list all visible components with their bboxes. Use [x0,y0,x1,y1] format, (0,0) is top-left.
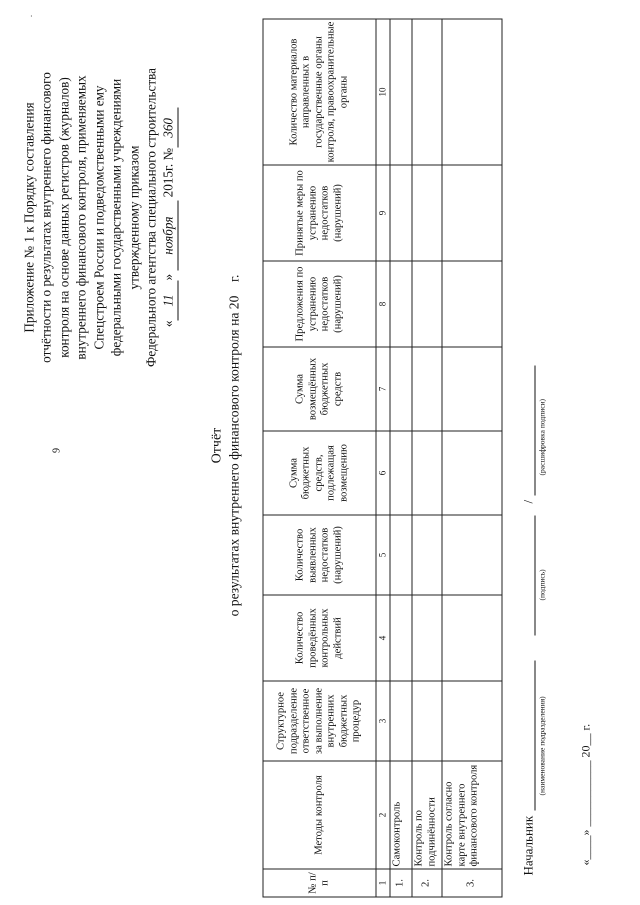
empty-cell [390,347,412,431]
table-row [412,19,442,897]
empty-cell [412,165,442,261]
row-number: 2. [412,869,442,897]
method-cell: Контроль по подчинённости [412,761,442,869]
empty-cell [390,165,412,261]
order-year: 2015г. № [160,147,176,197]
appendix-block [20,37,178,397]
chief-label: Начальник [520,815,535,875]
empty-cell [412,595,442,681]
empty-cell [412,431,442,515]
signature-line [533,515,535,635]
empty-cell [442,261,502,347]
appendix-line: Федерального агентства специального строительства [142,67,158,367]
empty-cell [442,19,502,165]
method-cell: Самоконтроль [390,761,412,869]
header-cell: Количество выявленных недостатков (нарушений) [263,515,376,595]
column-number: 4 [376,595,390,681]
slash-mark: / [520,499,535,503]
order-number: 360 [159,107,177,147]
appendix-line: внутреннего финансового контроля, применяемых [73,74,89,360]
dept-caption: (наименование подразделения) [537,695,546,795]
signature-caption: (подпись) [537,568,546,600]
empty-cell [390,261,412,347]
appendix-line: утвержденному приказом [125,145,141,289]
empty-cell [412,261,442,347]
column-number: 7 [376,347,390,431]
row-number: 1. [390,869,412,897]
appendix-line: федеральными государственными учреждениями [108,78,124,356]
order-quote-close: » [160,273,176,281]
method-cell: Контроль согласно карте внутреннего финансового контроля [442,761,502,869]
report-table [262,18,502,897]
column-number: 9 [376,165,390,261]
empty-cell [412,681,442,761]
header-cell: Сумма бюджетных средств, подлежащая возмещению [263,431,376,515]
margin-mark: · [26,14,36,17]
header-cell: Методы контроля [263,761,376,869]
empty-cell [412,515,442,595]
empty-cell [442,515,502,595]
empty-cell [390,431,412,515]
column-number: 8 [376,261,390,347]
dept-line [533,660,535,810]
empty-cell [390,515,412,595]
order-day: 11 [159,280,177,320]
column-number: 1 [376,869,390,897]
empty-cell [390,681,412,761]
column-number: 10 [376,19,390,165]
header-cell: Количество материалов направленных в государственные органы контроля, правоохранительные органы [263,19,376,165]
empty-cell [442,431,502,515]
empty-cell [442,681,502,761]
appendix-line: отчётности о результатах внутреннего финансового [38,71,54,363]
header-cell: Предложения по устранению недостатков (нарушений) [263,261,376,347]
page-number: 9 [51,447,62,453]
empty-cell [412,19,442,165]
report-table-wrapper [262,19,502,897]
table-row [390,19,412,897]
column-number: 5 [376,515,390,595]
header-cell: Принятые меры по устранению недостатков (нарушений) [263,165,376,261]
decode-caption: (расшифровка подписи) [537,398,546,475]
header-cell: № п/п [263,869,376,897]
decode-line [533,365,535,495]
report-heading [208,235,242,655]
column-number: 6 [376,431,390,515]
report-subtitle: о результатах внутреннего финансового контроля на 20 г. [225,274,241,616]
empty-cell [390,595,412,681]
row-number: 3. [442,869,502,897]
appendix-line: контроля на основе данных регистров (журналов) [55,76,71,358]
column-number: 2 [376,761,390,869]
empty-cell [442,165,502,261]
empty-cell [412,347,442,431]
appendix-line: Спецстроем России и подведомственными ему [90,84,106,350]
header-cell: Сумма возмещённых бюджетных средств [263,347,376,431]
header-cell: Количество проведённых контрольных действий [263,595,376,681]
empty-cell [390,19,412,165]
header-cell: Структурное подразделение ответственное за выполнение внутренних бюджетных процедур [263,681,376,761]
header-row [263,19,376,897]
column-number-row [376,19,390,897]
order-month: ноября [159,200,177,270]
report-title: Отчёт [209,427,224,463]
date-line: «____» ___________ 20__ г. [578,723,592,865]
order-quote-open: « [160,320,176,327]
column-number: 3 [376,681,390,761]
order-date-line [159,37,177,397]
empty-cell [442,595,502,681]
table-row [442,19,502,897]
empty-cell [442,347,502,431]
appendix-line: Приложение № 1 к Порядку составления [21,101,36,333]
